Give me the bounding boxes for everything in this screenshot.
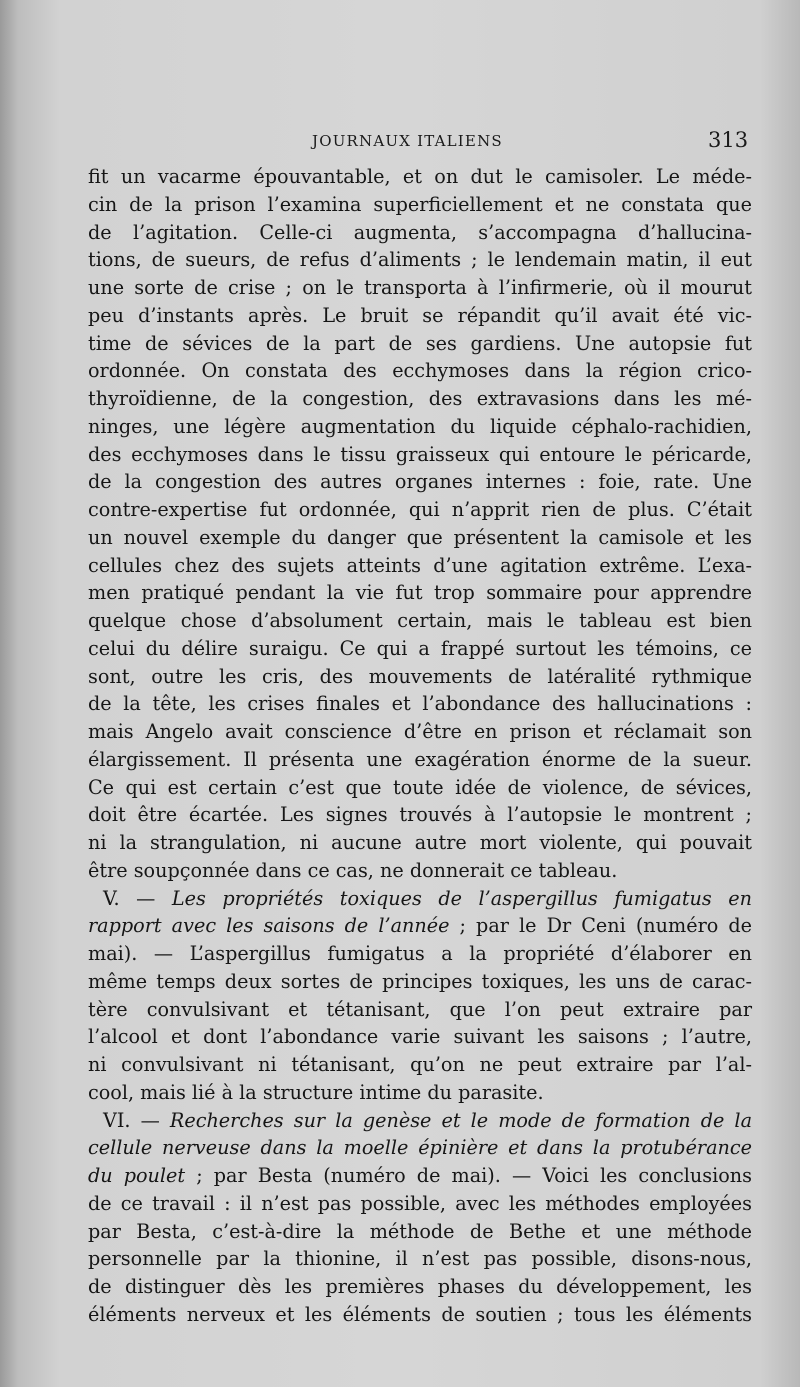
text-run: de l’agitation. Celle-ci augmenta, s’accompagna d’hallucina- bbox=[88, 220, 752, 244]
text-line bbox=[88, 302, 752, 330]
text-line bbox=[88, 1245, 752, 1273]
text-run: de ce travail : il n’est pas possible, avec les méthodes employées bbox=[88, 1191, 752, 1215]
text-run: ninges, une légère augmentation du liquide céphalo-rachidien, bbox=[88, 414, 752, 438]
text-line bbox=[88, 607, 752, 635]
text-line bbox=[88, 330, 752, 358]
text-run: de la congestion des autres organes internes : foie, rate. Une bbox=[88, 470, 752, 494]
text-line bbox=[88, 496, 752, 524]
text-run: de distinguer dès les premières phases du développement, les bbox=[88, 1275, 752, 1298]
text-line bbox=[88, 579, 752, 607]
text-line bbox=[88, 219, 752, 247]
text-run: fit un vacarme épouvantable, et on dut le camisoler. Le méde- bbox=[88, 165, 752, 188]
text-run: éléments nerveux et les éléments de soutien ; tous les éléments bbox=[88, 1302, 752, 1326]
italic-title: Les propriétés toxiques de l’aspergillus fumigatus en bbox=[171, 886, 752, 910]
text-run: tions, de sueurs, de refus d’aliments ; le lendemain matin, il eut bbox=[88, 248, 752, 272]
italic-title: cellule nerveuse dans la moelle épinière et dans la protubérance bbox=[88, 1136, 752, 1160]
text-line bbox=[88, 940, 752, 968]
text-line bbox=[88, 163, 752, 191]
text-line bbox=[88, 968, 752, 996]
text-line bbox=[88, 441, 752, 469]
text-line bbox=[88, 413, 752, 441]
text-run: sont, outre les cris, des mouvements de latéralité rythmique bbox=[88, 664, 752, 688]
page-number: 313 bbox=[708, 128, 749, 152]
italic-title: Recherches sur la genèse et le mode de formation de la bbox=[169, 1108, 753, 1132]
text-line bbox=[88, 690, 752, 718]
text-run: ; par Besta (numéro de mai). — Voici les conclusions bbox=[185, 1164, 752, 1187]
text-run: tère convulsivant et tétanisant, que l’on peut extraire par bbox=[88, 997, 752, 1021]
text-line bbox=[88, 1079, 752, 1107]
text-line bbox=[88, 524, 752, 552]
text-line bbox=[88, 191, 752, 219]
text-line bbox=[88, 829, 752, 857]
text-line bbox=[88, 1023, 752, 1051]
text-run: l’alcool et dont l’abondance varie suivant les saisons ; l’autre, bbox=[88, 1025, 752, 1049]
text-line bbox=[88, 1134, 752, 1162]
text-line bbox=[88, 635, 752, 663]
text-line bbox=[88, 1218, 752, 1246]
text-line bbox=[88, 1051, 752, 1079]
italic-title: du poulet bbox=[88, 1164, 186, 1187]
text-run: V. — bbox=[103, 886, 172, 910]
text-line bbox=[88, 801, 752, 829]
text-run: ni la strangulation, ni aucune autre mort violente, qui pouvait bbox=[88, 831, 752, 854]
text-line bbox=[88, 468, 752, 496]
text-run: Ce qui est certain c’est que toute idée de violence, de sévices, bbox=[88, 775, 752, 799]
text-run: élargissement. Il présenta une exagération énorme de la sueur. bbox=[88, 747, 752, 771]
text-line bbox=[88, 1107, 752, 1135]
text-run: contre-expertise fut ordonnée, qui n’apprit rien de plus. C’était bbox=[88, 498, 752, 521]
text-run: personnelle par la thionine, il n’est pas possible, disons-nous, bbox=[88, 1247, 752, 1271]
text-line bbox=[88, 857, 752, 885]
text-run: men pratiqué pendant la vie fut trop sommaire pour apprendre bbox=[88, 581, 752, 605]
text-line bbox=[88, 246, 752, 274]
italic-title: rapport avec les saisons de l’année bbox=[88, 914, 450, 938]
text-run: quelque chose d’absolument certain, mais le tableau est bien bbox=[88, 609, 752, 632]
text-run: une sorte de crise ; on le transporta à l’infirmerie, où il mourut bbox=[88, 276, 752, 299]
text-run: ni convulsivant ni tétanisant, qu’on ne peut extraire par l’al- bbox=[88, 1053, 752, 1076]
text-line bbox=[88, 552, 752, 580]
text-run: cellules chez des sujets atteints d’une agitation extrême. L’exa- bbox=[88, 553, 752, 577]
text-line bbox=[88, 996, 752, 1024]
page-header bbox=[0, 128, 800, 156]
text-run: thyroïdienne, de la congestion, des extravasions dans les mé- bbox=[88, 387, 752, 410]
text-line bbox=[88, 746, 752, 774]
text-run: ordonnée. On constata des ecchymoses dans la région crico- bbox=[88, 359, 752, 383]
text-run: mai). — L’aspergillus fumigatus a la propriété d’élaborer en bbox=[88, 942, 752, 965]
text-line bbox=[88, 1301, 752, 1329]
text-line bbox=[88, 885, 752, 913]
text-line bbox=[88, 1190, 752, 1218]
text-line bbox=[88, 663, 752, 691]
text-run: mais Angelo avait conscience d’être en prison et réclamait son bbox=[88, 720, 752, 743]
text-line bbox=[88, 357, 752, 385]
text-run: celui du délire suraigu. Ce qui a frappé surtout les témoins, ce bbox=[88, 636, 752, 660]
text-run: même temps deux sortes de principes toxiques, les uns de carac- bbox=[88, 969, 752, 993]
text-run: time de sévices de la part de ses gardiens. Une autopsie fut bbox=[88, 331, 752, 355]
text-run: un nouvel exemple du danger que présentent la camisole et les bbox=[88, 525, 752, 549]
text-run: cool, mais lié à la structure intime du parasite. bbox=[88, 1080, 544, 1104]
text-line bbox=[88, 1273, 752, 1301]
text-run: VI. — bbox=[103, 1108, 170, 1132]
text-run: de la tête, les crises finales et l’abondance des hallucinations : bbox=[88, 692, 752, 716]
text-run: par Besta, c’est-à-dire la méthode de Bethe et une méthode bbox=[88, 1219, 752, 1243]
body-text bbox=[88, 163, 752, 1329]
text-line bbox=[88, 912, 752, 940]
text-run: ; par le Dr Ceni (numéro de bbox=[449, 914, 752, 938]
text-line bbox=[88, 385, 752, 413]
text-line bbox=[88, 774, 752, 802]
text-run: cin de la prison l’examina superficiellement et ne constata que bbox=[88, 192, 752, 216]
text-run: doit être écartée. Les signes trouvés à l’autopsie le montrent ; bbox=[88, 803, 752, 827]
text-line bbox=[88, 274, 752, 302]
text-line bbox=[88, 718, 752, 746]
running-head: JOURNAUX ITALIENS bbox=[312, 132, 503, 150]
text-run: peu d’instants après. Le bruit se répandit qu’il avait été vic- bbox=[88, 303, 752, 327]
text-run: des ecchymoses dans le tissu graisseux qui entoure le péricarde, bbox=[88, 442, 752, 466]
text-line bbox=[88, 1162, 752, 1190]
text-run: être soupçonnée dans ce cas, ne donnerait ce tableau. bbox=[88, 858, 618, 882]
